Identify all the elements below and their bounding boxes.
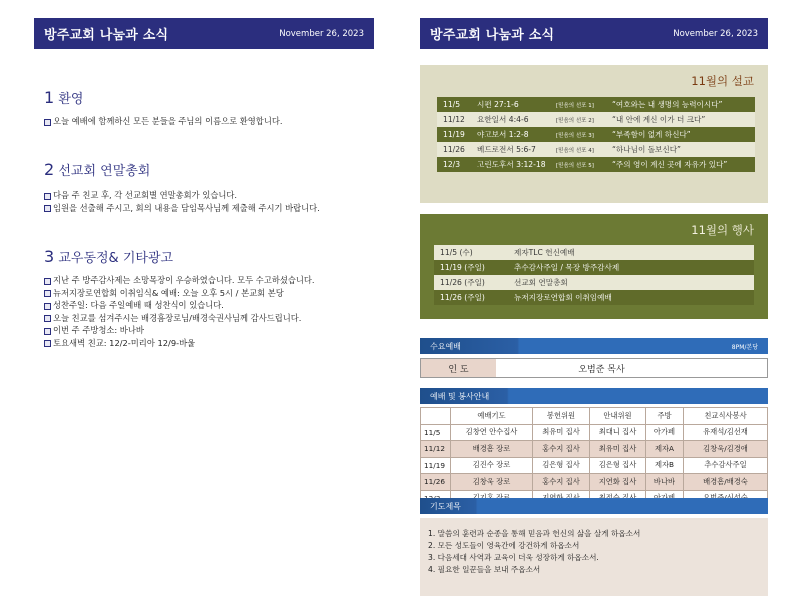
duty-cell: 최유미 집사	[590, 441, 646, 458]
left-header	[34, 18, 374, 49]
bullet-item: 오늘 친교를 섬겨주시는 배경흠장로님/배경숙권사님께 감사드립니다.	[44, 312, 315, 325]
duty-cell: 배경흠/배경숙	[684, 474, 768, 491]
sermon-heading: 11월의 설교	[691, 74, 754, 88]
duty-cell: 추수감사주일	[684, 457, 768, 474]
prayer-list	[420, 518, 768, 596]
sermon-date: 11/26	[443, 145, 465, 154]
bullet-item: 임원을 선출해 주시고, 회의 내용을 담임목사님께 제출해 주시기 바랍니다.	[44, 202, 320, 215]
section-number: 1	[44, 88, 55, 107]
sermon-title: “내 안에 계신 이가 더 크다”	[612, 115, 706, 124]
event-date: 11/5 (수)	[440, 248, 473, 257]
bullet-item: 이번 주 주방청소: 바나바	[44, 324, 315, 337]
prayer-item: 2. 모든 성도들이 영육간에 강건하게 하옵소서	[428, 541, 580, 550]
duty-cell: 김은형 집사	[533, 457, 590, 474]
duty-header: 친교식사봉사	[684, 408, 768, 425]
sermon-series: [믿음의 선포 4]	[556, 147, 594, 154]
wednesday-leader-row	[420, 358, 768, 378]
duty-cell: 제자A	[646, 441, 684, 458]
duty-cell: 아가페	[646, 424, 684, 441]
duty-cell: 제자B	[646, 457, 684, 474]
section-title	[44, 247, 315, 266]
prayer-band	[420, 498, 768, 514]
duty-cell: 11/26	[421, 474, 451, 491]
table-row	[421, 441, 768, 458]
duty-header: 봉헌위원	[533, 408, 590, 425]
duty-header: 주방	[646, 408, 684, 425]
left-page	[34, 18, 374, 348]
wednesday-time: 8PM/본당	[731, 343, 758, 351]
duty-header-row	[421, 408, 768, 425]
duty-cell: 김창욱 장로	[451, 474, 533, 491]
sermon-date: 11/19	[443, 130, 465, 139]
sermon-series: [믿음의 선포 1]	[556, 102, 594, 109]
sermon-series: [믿음의 선포 5]	[556, 162, 594, 169]
sermon-row	[437, 157, 755, 172]
sermon-row	[437, 97, 755, 112]
prayer-item: 1. 말씀의 훈련과 순종을 통해 믿음과 헌신의 삶을 살게 하옵소서	[428, 529, 641, 538]
duty-cell: 배경흠 장로	[451, 441, 533, 458]
event-date: 11/19 (주일)	[440, 263, 485, 272]
sermon-title: “주의 영이 계신 곳에 자유가 있다”	[612, 160, 728, 169]
prayer-item: 4. 필요한 일꾼들을 보내 주옵소서	[428, 565, 541, 574]
sermon-scripture: 베드로전서 5:6-7	[477, 145, 536, 154]
section-welcome	[34, 88, 283, 128]
section-number: 2	[44, 160, 55, 179]
duty-cell: 김창연 안수집사	[451, 424, 533, 441]
duty-cell: 최대니 집사	[590, 424, 646, 441]
bullet-item: 토요새벽 친교: 12/2-미리아 12/9-바울	[44, 337, 315, 350]
wednesday-leader-value: 오범준 목사	[578, 364, 625, 375]
event-row	[434, 275, 754, 290]
table-row	[421, 474, 768, 491]
left-header-title: 방주교회 나눔과 소식	[44, 28, 169, 43]
table-row	[421, 424, 768, 441]
bullet-list	[44, 274, 315, 349]
duty-cell: 11/12	[421, 441, 451, 458]
bullet-item: 지난 주 방주감사제는 소망목장이 우승하였습니다. 모두 수고하셨습니다.	[44, 274, 315, 287]
duty-cell: 최유미 집사	[533, 424, 590, 441]
section-heading: 선교회 연말총회	[58, 164, 151, 179]
duty-cell: 11/19	[421, 457, 451, 474]
duty-title: 예배 및 봉사안내	[430, 391, 490, 401]
duty-cell: 김창욱/김경애	[684, 441, 768, 458]
duty-cell: 홍수지 집사	[533, 441, 590, 458]
sermon-row	[437, 142, 755, 157]
sermon-series: [믿음의 선포 3]	[556, 132, 594, 139]
section-announcements	[34, 247, 315, 349]
event-date: 11/26 (주일)	[440, 293, 485, 302]
event-name: 뉴저지장로연합회 이취임예배	[514, 293, 612, 302]
duty-header	[421, 408, 451, 425]
section-title	[44, 160, 320, 179]
event-date: 11/26 (주일)	[440, 278, 485, 287]
right-header	[420, 18, 768, 49]
prayer-title: 기도제목	[430, 501, 461, 511]
event-row	[434, 260, 754, 275]
duty-cell: 유재석/김선재	[684, 424, 768, 441]
wednesday-leader-label: 인 도	[421, 359, 496, 377]
duty-cell: 홍수지 집사	[533, 474, 590, 491]
section-title	[44, 88, 283, 107]
event-name: 추수감사주일 / 목장 방주감사제	[514, 263, 620, 272]
bullet-item: 다음 주 친교 후, 각 선교회별 연말총회가 있습니다.	[44, 189, 320, 202]
bullet-item: 뉴저지장로연합회 이취임식& 예배: 오늘 오후 5시 / 본교회 본당	[44, 287, 315, 300]
left-header-date: November 26, 2023	[279, 28, 364, 39]
section-heading: 교우동정& 기타광고	[58, 251, 174, 266]
wednesday-title: 수요예배	[430, 341, 461, 351]
sermon-title: “하나님이 돌보신다”	[612, 145, 681, 154]
duty-cell: 지연화 집사	[590, 474, 646, 491]
right-header-title: 방주교회 나눔과 소식	[430, 28, 555, 43]
duty-header: 예배기도	[451, 408, 533, 425]
event-row	[434, 290, 754, 305]
wednesday-band	[420, 338, 768, 354]
duty-band	[420, 388, 768, 404]
sermon-date: 12/3	[443, 160, 461, 169]
event-row	[434, 245, 754, 260]
table-row	[421, 457, 768, 474]
duty-header: 안내위원	[590, 408, 646, 425]
duty-table	[420, 407, 768, 507]
bullet-list	[44, 115, 283, 128]
sermon-scripture: 요한일서 4:4-6	[477, 115, 529, 124]
sermon-scripture: 시편 27:1-6	[477, 100, 519, 109]
service-duty	[420, 388, 768, 507]
event-name: 선교회 연말총회	[514, 278, 568, 287]
section-heading: 환영	[58, 92, 84, 107]
bullet-item: 오늘 예배에 함께하신 모든 분들을 주님의 이름으로 환영합니다.	[44, 115, 283, 128]
prayer-item: 3. 다음세대 사역과 교육이 더욱 성장하게 하옵소서.	[428, 553, 599, 562]
duty-cell: 김진수 장로	[451, 457, 533, 474]
sermon-series: [믿음의 선포 2]	[556, 117, 594, 124]
event-schedule	[420, 214, 768, 319]
wednesday-worship	[420, 338, 768, 378]
sermon-title: “부족함이 없게 하신다”	[612, 130, 691, 139]
right-header-date: November 26, 2023	[673, 28, 758, 39]
sermon-scripture: 야고보서 1:2-8	[477, 130, 529, 139]
bullet-list	[44, 189, 320, 214]
sermon-row	[437, 127, 755, 142]
prayer-requests	[420, 498, 768, 596]
sermon-date: 11/12	[443, 115, 465, 124]
sermon-date: 11/5	[443, 100, 461, 109]
event-name: 제자TLC 헌신예배	[514, 248, 575, 257]
duty-cell: 바나바	[646, 474, 684, 491]
sermon-title: “여호와는 내 생명의 능력이시다”	[612, 100, 723, 109]
bullet-item: 성찬주일: 다음 주일예배 때 성찬식이 있습니다.	[44, 299, 315, 312]
right-page	[420, 18, 768, 574]
duty-cell: 11/5	[421, 424, 451, 441]
event-heading: 11월의 행사	[691, 223, 754, 237]
sermon-schedule	[420, 65, 768, 203]
duty-cell: 김은형 집사	[590, 457, 646, 474]
section-mission-meeting	[34, 160, 320, 214]
sermon-scripture: 고린도후서 3:12-18	[477, 160, 546, 169]
sermon-row	[437, 112, 755, 127]
section-number: 3	[44, 247, 55, 266]
